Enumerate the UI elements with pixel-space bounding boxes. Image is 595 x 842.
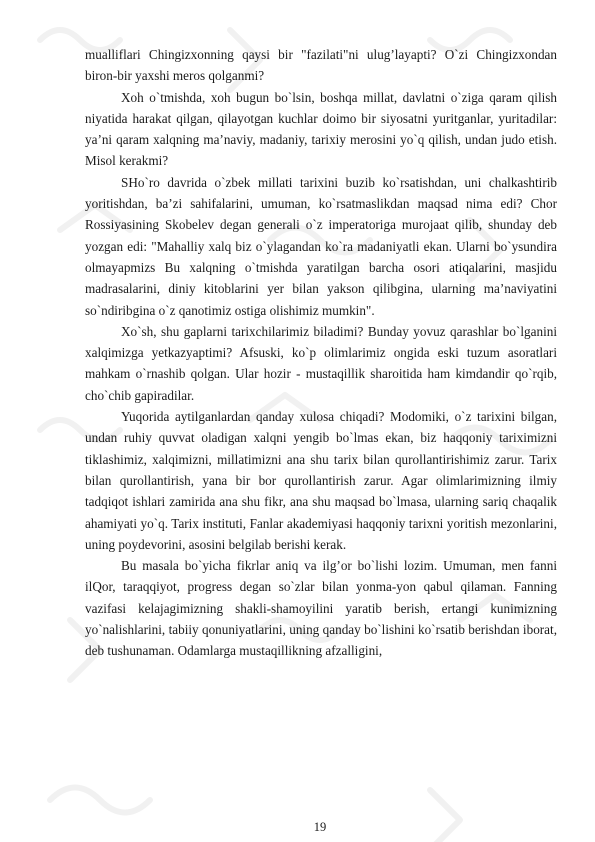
paragraph: Xoh o`tmishda, xoh bugun bo`lsin, boshqa millat, davlatni o`ziga qaram qilish niyatida harakat qilgan, qilayotgan kuchlar doimo bir siyosatni yuritganlar, yuritadilar: ya’ni qaram xalqning ma’naviy, madaniy, tarixiy merosini yo`q qilish, undan judo etish. Misol kerakmi? [85, 89, 557, 169]
paragraph-continuation: mualliflari Chingizxonning qaysi bir "fazilati"ni ulug’layapti? O`zi Chingizxondan biron-bir yaxshi meros qolganmi? [85, 47, 557, 84]
paragraph: Xo`sh, shu gaplarni tarixchilarimiz biladimi? Bunday yovuz qarashlar bo`lganini xalqimizga yetkazyaptimi? Afsuski, ko`p olimlarimiz ongida eski tuzum asoratlari mahkam o`rnashib qolgan. Ular hozir - mustaqillik sharoitida ham kimdandir qo`rqib, cho`chib gapiradilar. [85, 323, 557, 403]
paragraph: SHo`ro davrida o`zbek millati tarixini buzib ko`rsatishdan, uni chalkashtirib yoritishdan, ba’zi sahifalarini, umuman, ko`rsatmaslikdan maqsad nima edi? Chor Rossiyasining Skobelev degan generali o`z imperatoriga murojaat qilib, shunday deb yozgan edi: "Mahalliy xalq biz o`ylagandan ko`ra madaniyatli ekan. Ularni bo`ysundira olmayapmizs Bu xalqning o`tmishda yaratilgan barcha osori atiqalarini, masjidu madrasalarini, diniy kitoblarini yer bilan yakson qilibgina, ularning ma’naviyatini so`ndiribgina o`z qanotimiz ostiga olishimiz mumkin". [85, 174, 557, 318]
page-number: 19 [313, 820, 327, 834]
document-body [85, 44, 557, 662]
paragraph: Yuqorida aytilganlardan qanday xulosa chiqadi? Modomiki, o`z tarixini bilgan, undan ruhiy quvvat oladigan xalqni yengib bo`lmas ekan, biz haqqoniy tariximizni tiklashimiz, xalqimizni, millatimizni ana shu tarix bilan qurollantirishimiz zarur. Tarix bilan qurollantirish, yana bir bor qurollantirish zarur. Agar olimlarimizning ilmiy tadqiqot ishlari zamirida ana shu fikr, ana shu maqsad bo`lmasa, ularning sariq chaqalik ahamiyati yo`q. Tarix instituti, Fanlar akademiyasi haqqoniy tarixni yoritish mezonlarini, uning poydevorini, asosini belgilab berishi kerak. [85, 409, 557, 552]
paragraph: Bu masala bo`yicha fikrlar aniq va ilg’or bo`lishi lozim. Umuman, men fanni ilQor, taraqqiyot, progress degan so`zlar bilan yonma-yon qabul qilaman. Fanning vazifasi kelajagimizning shakli-shamoyilini yaratib berish, ertangi kunimizning yo`nalishlarini, tabiiy qonuniyatlarini, uning qanday bo`lishini ko`rsatib berishdan iborat, deb tushunaman. Odamlarga mustaqillikning afzalligini, [85, 558, 557, 659]
